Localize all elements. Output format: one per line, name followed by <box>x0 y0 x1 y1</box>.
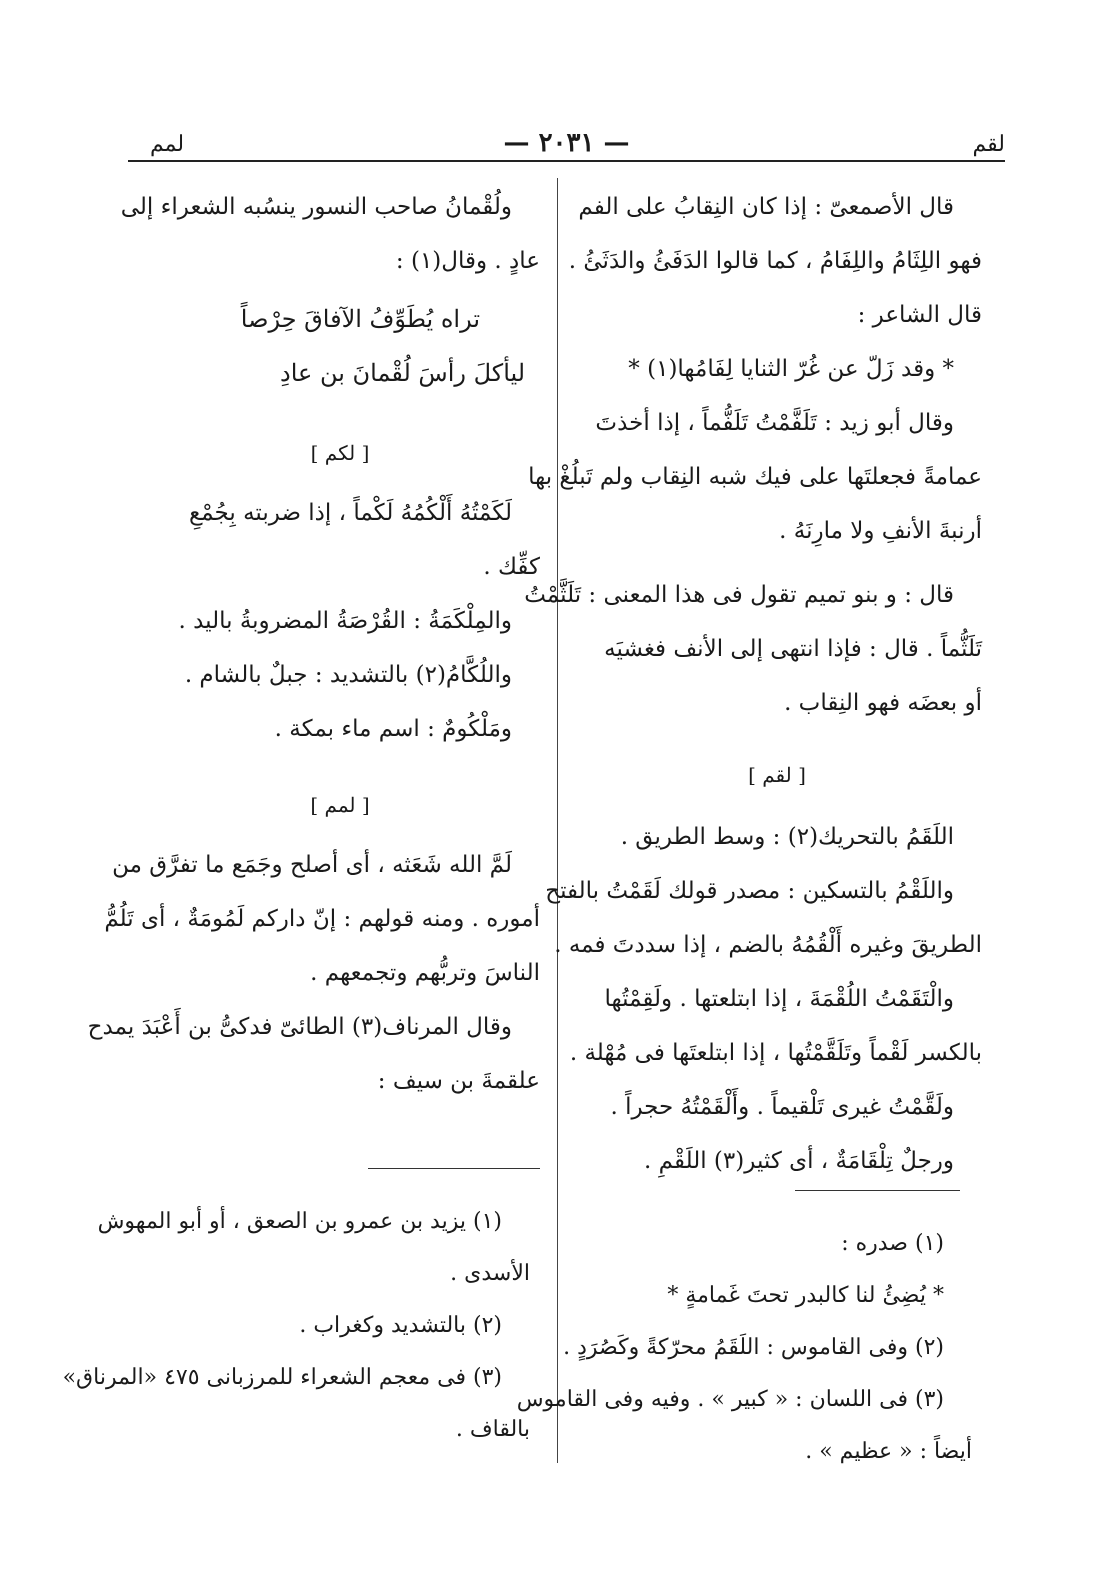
footnote: الأسدى . <box>450 1261 530 1286</box>
entry-heading-laqm: [ لقم ] <box>748 763 806 787</box>
text-line: الناسَ وتربُّهم وتجمعهم . <box>310 960 540 986</box>
footnote: (٣) فى اللسان : « كبير » . وفيه وفى القاموس <box>516 1387 944 1412</box>
text-line: فهو اللِثَامُ واللِفَامُ ، كما قالوا الدَفَئُ والدَثَئُ . <box>568 248 982 274</box>
text-line: قال الشاعر : <box>857 302 982 328</box>
text-line: ولُقْمانُ صاحب النسور ينسُبه الشعراء إلى <box>120 194 512 220</box>
text-line: وقال أبو زيد : تَلَفَّمْتُ تَلَفُّماً ، إذا أخذتَ <box>595 410 954 436</box>
text-line: والْتَقَمْتُ اللُقْمَةَ ، إذا ابتلعتها . ولَقِمْتُها <box>604 986 954 1012</box>
page-number: — ٢٠٣١ — <box>503 128 630 158</box>
text-line: اللَقَمُ بالتحريك(٢) : وسط الطريق . <box>620 824 954 850</box>
verse-line: ليأكلَ رأسَ لُقْمانَ بن عادِ <box>280 359 526 387</box>
column-divider <box>557 178 558 1463</box>
footnote-rule-left <box>368 1168 540 1169</box>
verse-line: * وقد زَلّ عن غُرّ الثنايا لِفَامُها(١) * <box>628 356 954 382</box>
text-line: ورجلٌ تِلْقَامَةٌ ، أى كثير(٣) اللَقْمِ . <box>644 1148 954 1174</box>
header-rule <box>128 160 1005 162</box>
text-line: عادٍ . وقال(١) : <box>395 248 540 274</box>
text-line: واللَقْمُ بالتسكين : مصدر قولك لَقَمْتُ بالفتح <box>545 878 954 904</box>
text-line: الطريقَ وغيره أَلْقُمُهُ بالضم ، إذا سددتَ فمه . <box>554 932 982 958</box>
text-line: واللُكَّامُ(٢) بالتشديد : جبلٌ بالشام . <box>184 662 512 688</box>
footnotes-right <box>516 1218 972 1478</box>
footnote: (٣) فى معجم الشعراء للمرزبانى ٤٧٥ «المرناق» <box>62 1365 502 1390</box>
text-line: قال الأصمعىّ : إذا كان النِقابُ على الفم <box>578 194 954 220</box>
footnote: (١) صدره : <box>841 1231 944 1256</box>
text-line: لَكَمْتُهُ أَلْكُمُهُ لَكْماً ، إذا ضربته بِجُمْعِ <box>188 500 512 526</box>
text-line: عمامةً فجعلتَها على فيك شبه النِقاب ولم تَبلُغْ بها <box>528 464 982 490</box>
text-line: وقال المرناف(٣) الطائىّ فدكىُّ بن أَعْبَدَ يمدح <box>87 1014 512 1040</box>
text-line: قال : و بنو تميم تقول فى هذا المعنى : تَلَثَّمْتُ <box>524 582 954 608</box>
footnotes-left <box>62 1196 530 1456</box>
footnote: (٢) وفى القاموس : اللَقَمُ محرّكةً وكَصُرَدٍ . <box>563 1335 944 1360</box>
footnote: (٢) بالتشديد وكغراب . <box>299 1313 502 1338</box>
page-header <box>128 128 1005 168</box>
entry-heading-lakm: [ لكم ] <box>310 441 370 465</box>
text-line: أموره . ومنه قولهم : إنّ داركم لَمُومَةٌ ، أى تَلُمُّ <box>104 906 540 932</box>
text-line: أرنبةَ الأنفِ ولا مارِنَهُ . <box>779 518 982 544</box>
text-line: تَلَثُّماً . قال : فإذا انتهى إلى الأنف فغشيَه <box>604 636 982 662</box>
header-entry-word-right: لقم <box>972 132 1005 157</box>
footnote: (١) يزيد بن عمرو بن الصعق ، أو أبو المهوش <box>97 1209 502 1234</box>
footnote: بالقاف . <box>455 1417 530 1442</box>
verse-line: تراه يُطَوِّفُ الآفاقَ حِرْصاً <box>240 305 480 333</box>
text-line: أو بعضَه فهو النِقاب . <box>784 690 982 716</box>
footnote: * يُضِئُ لنا كالبدر تحتَ غَمامةٍ * <box>667 1283 944 1308</box>
text-line: بالكسر لَقْماً وتَلَقَّمْتُها ، إذا ابتلعتَها فى مُهْلة . <box>569 1040 982 1066</box>
header-entry-word-left: لمم <box>150 132 185 157</box>
footnote-rule-right <box>795 1190 960 1191</box>
footnote: أيضاً : « عظيم » . <box>805 1439 972 1464</box>
text-line: لَمَّ الله شَعَثه ، أى أصلح وجَمَع ما تفرَّق من <box>112 852 512 878</box>
text-line: ولَقَّمْتُ غيرى تَلْقيماً . وأَلْقَمْتُهُ حجراً . <box>610 1094 954 1120</box>
text-line: ومَلْكُومٌ : اسم ماء بمكة . <box>274 716 512 742</box>
text-line: كفِّك . <box>483 554 540 580</box>
text-line: والمِلْكَمَةُ : القُرْصَةُ المضروبةُ باليد . <box>178 608 512 634</box>
entry-heading-lamm: [ لمم ] <box>310 793 370 817</box>
text-line: علقمةَ بن سيف : <box>377 1068 540 1094</box>
